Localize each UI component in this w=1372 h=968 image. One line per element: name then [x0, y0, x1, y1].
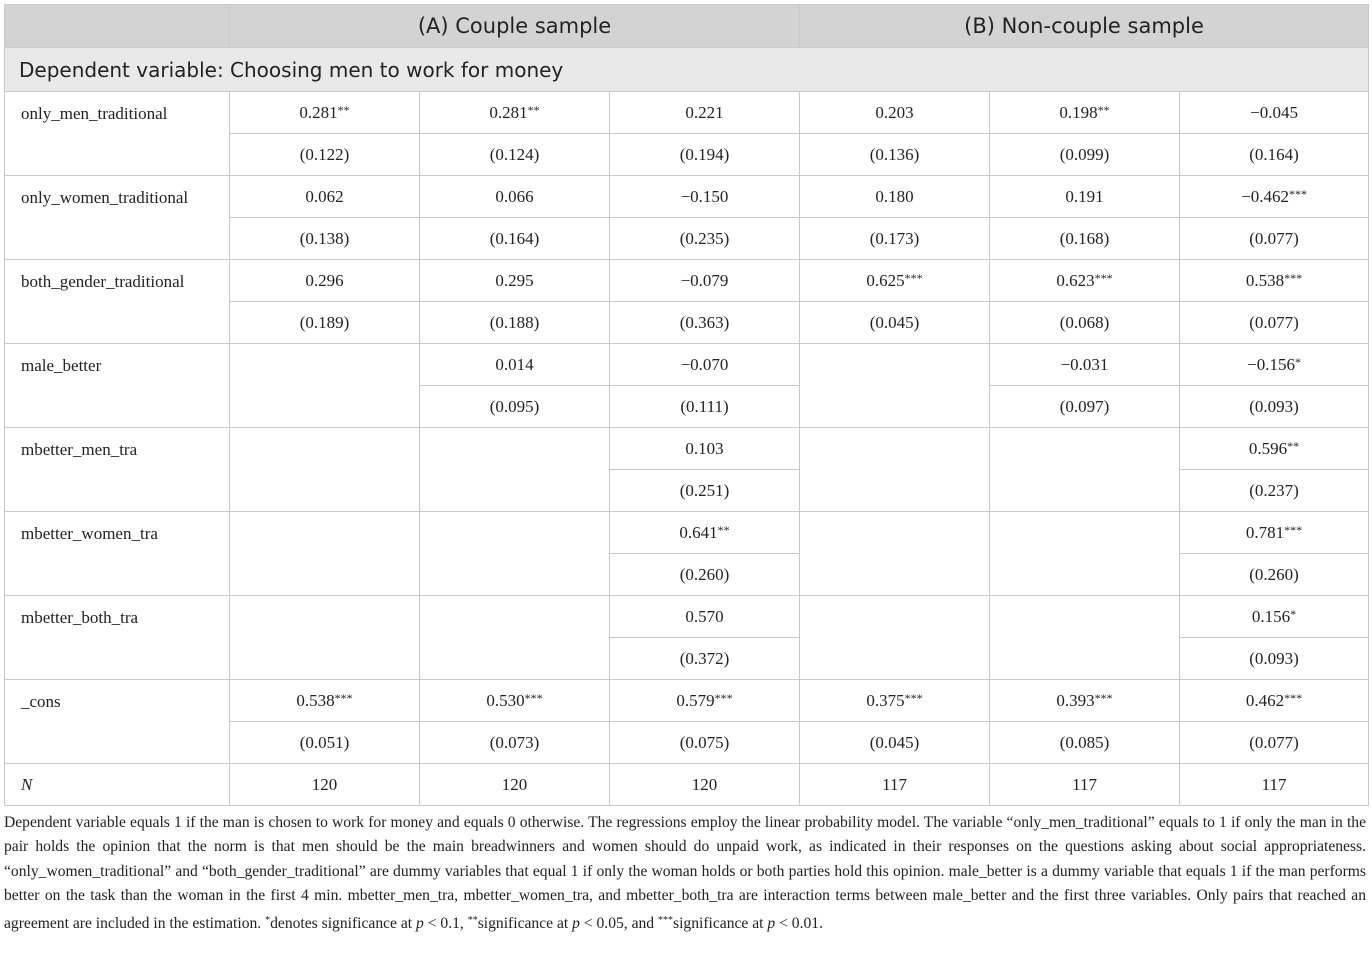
std-error-cell: (0.194) — [610, 134, 800, 176]
coef-cell — [610, 260, 800, 302]
coef-value: 0.180 — [875, 186, 914, 206]
coef-cell — [420, 428, 610, 512]
significance-stars: *** — [1284, 270, 1303, 285]
coef-cell — [990, 680, 1180, 722]
coef-value: 0.295 — [495, 270, 534, 290]
coef-cell — [610, 680, 800, 722]
std-error-cell: (0.235) — [610, 218, 800, 260]
std-error-cell: (0.093) — [1180, 386, 1369, 428]
header-couple-sample: (A) Couple sample — [230, 5, 800, 48]
coef-cell — [420, 260, 610, 302]
std-error-cell: (0.164) — [420, 218, 610, 260]
coef-cell — [230, 680, 420, 722]
dependent-variable-label: Dependent variable: Choosing men to work for money — [5, 48, 1369, 92]
std-error-cell: (0.111) — [610, 386, 800, 428]
coef-cell — [420, 512, 610, 596]
coef-row-only-men-traditional — [5, 92, 1369, 134]
observations-row — [5, 764, 1369, 806]
footnote-sig-text-3: significance at — [673, 914, 768, 932]
coef-value: 0.014 — [495, 354, 534, 374]
regression-table-container — [4, 4, 1368, 936]
std-error-cell: (0.093) — [1180, 638, 1369, 680]
coef-cell — [1180, 260, 1369, 302]
coef-value: 0.641 — [679, 522, 718, 542]
coef-value: 0.281 — [489, 102, 528, 122]
coef-row-only-women-traditional — [5, 176, 1369, 218]
std-error-cell: (0.097) — [990, 386, 1180, 428]
coef-cell — [420, 176, 610, 218]
std-error-cell: (0.077) — [1180, 218, 1369, 260]
std-error-cell: (0.122) — [230, 134, 420, 176]
footnote-sig-marker-3: *** — [658, 914, 673, 926]
coef-cell — [1180, 596, 1369, 638]
coef-cell — [800, 344, 990, 428]
coef-value: 0.781 — [1245, 522, 1285, 542]
coef-value: −0.031 — [1060, 354, 1109, 374]
coef-row-mbetter-men-tra — [5, 428, 1369, 470]
coef-cell — [990, 596, 1180, 680]
coef-cell — [990, 92, 1180, 134]
coef-value: 0.062 — [305, 186, 344, 206]
footnote-sig-text-1: denotes significance at — [270, 914, 417, 932]
coef-cell — [610, 428, 800, 470]
footnote-p-3: p — [767, 914, 776, 932]
coef-value: −0.079 — [680, 270, 729, 290]
significance-stars: *** — [1284, 522, 1303, 537]
coef-cell — [610, 92, 800, 134]
table-body — [5, 48, 1369, 806]
significance-stars: *** — [904, 690, 923, 705]
variable-label: _cons — [5, 680, 230, 764]
coef-cell — [800, 512, 990, 596]
significance-stars: * — [1290, 606, 1297, 621]
coef-value: 0.066 — [495, 186, 534, 206]
coef-cell — [990, 260, 1180, 302]
significance-stars: *** — [1284, 690, 1303, 705]
std-error-cell: (0.168) — [990, 218, 1180, 260]
coef-cell — [610, 512, 800, 554]
std-error-cell: (0.173) — [800, 218, 990, 260]
significance-stars: ** — [717, 522, 730, 537]
coef-cell — [230, 428, 420, 512]
coef-cell — [610, 176, 800, 218]
coef-cell — [230, 176, 420, 218]
footnote-sig-value-2: < 0.05, and — [579, 914, 658, 932]
std-error-cell: (0.260) — [1180, 554, 1369, 596]
significance-stars: *** — [714, 690, 733, 705]
coef-value: 0.530 — [486, 690, 525, 710]
coef-cell — [990, 428, 1180, 512]
coef-cell — [990, 176, 1180, 218]
coef-cell — [1180, 428, 1369, 470]
footnote-sig-text-2: significance at — [477, 914, 573, 932]
significance-stars: *** — [1094, 270, 1113, 285]
header-row — [5, 5, 1369, 48]
header-blank-cell — [5, 5, 230, 48]
coef-cell — [230, 92, 420, 134]
std-error-cell: (0.051) — [230, 722, 420, 764]
observations-value: 120 — [230, 764, 420, 806]
regression-table — [4, 4, 1369, 806]
std-error-cell: (0.045) — [800, 722, 990, 764]
table-footnote — [4, 811, 1368, 936]
significance-stars: *** — [524, 690, 543, 705]
coef-value: 0.538 — [296, 690, 335, 710]
footnote-sig-marker-2: ** — [467, 914, 478, 926]
coef-cell — [230, 260, 420, 302]
std-error-cell: (0.085) — [990, 722, 1180, 764]
coef-cell — [1180, 512, 1369, 554]
coef-cell — [1180, 176, 1369, 218]
std-error-cell: (0.372) — [610, 638, 800, 680]
coef-row-male-better — [5, 344, 1369, 386]
coef-cell — [230, 344, 420, 428]
coef-value: 0.579 — [676, 690, 715, 710]
variable-label: male_better — [5, 344, 230, 428]
footnote-text: Dependent variable equals 1 if the man is chosen to work for money and equals 0 otherwise. The regressions employ the linear probability model. The variable “only_men_traditional” equals to 1 if only the man in the pair holds the opinion that the norm is that men should be the main breadwinners and women should do unpaid work, as indicated in their responses on the questions asking about social appropriateness. “only_women_traditional” and “both_gender_traditional” are dummy variables that equal 1 if only the woman holds or both parties hold this opinion. male_better is a dummy variable that equals 1 if the man performs better on the task than the woman in the first 4 min. mbetter_men_tra, mbetter_women_tra, and mbetter_both_tra are interaction terms between male_better and the first three variables. Only pairs that reached an agreement are included in the estimation. — [4, 814, 1366, 932]
std-error-cell: (0.251) — [610, 470, 800, 512]
coef-value: 0.203 — [875, 102, 914, 122]
dependent-variable-row — [5, 48, 1369, 92]
significance-stars: * — [1294, 354, 1301, 369]
coef-cell — [420, 596, 610, 680]
std-error-cell: (0.136) — [800, 134, 990, 176]
coef-value: 0.281 — [299, 102, 338, 122]
coef-cell — [990, 344, 1180, 386]
variable-label: mbetter_men_tra — [5, 428, 230, 512]
significance-stars: ** — [337, 102, 350, 117]
significance-stars: ** — [527, 102, 540, 117]
coef-cell — [800, 428, 990, 512]
coef-value: 0.393 — [1056, 690, 1095, 710]
coef-value: 0.198 — [1059, 102, 1098, 122]
coef-value: 0.625 — [866, 270, 905, 290]
coef-value: 0.375 — [866, 690, 905, 710]
coef-cell — [990, 512, 1180, 596]
observations-value: 120 — [610, 764, 800, 806]
variable-label: only_men_traditional — [5, 92, 230, 176]
coef-value: 0.191 — [1065, 186, 1104, 206]
coef-cell — [230, 596, 420, 680]
footnote-sig-marker-1: * — [265, 914, 271, 926]
coef-cell — [230, 512, 420, 596]
coef-cell — [1180, 92, 1369, 134]
observations-value: 117 — [990, 764, 1180, 806]
significance-stars: ** — [1097, 102, 1110, 117]
std-error-cell: (0.077) — [1180, 302, 1369, 344]
coef-cell — [420, 92, 610, 134]
std-error-cell: (0.095) — [420, 386, 610, 428]
coef-cell — [1180, 680, 1369, 722]
observations-value: 120 — [420, 764, 610, 806]
coef-value: 0.462 — [1245, 690, 1285, 710]
observations-value: 117 — [1180, 764, 1369, 806]
coef-row-mbetter-both-tra — [5, 596, 1369, 638]
coef-value: 0.296 — [305, 270, 344, 290]
std-error-cell: (0.260) — [610, 554, 800, 596]
significance-stars: *** — [1288, 186, 1307, 201]
footnote-sig-value-3: < 0.01. — [775, 914, 823, 932]
coef-value: 0.221 — [685, 102, 724, 122]
std-error-cell: (0.164) — [1180, 134, 1369, 176]
std-error-cell: (0.045) — [800, 302, 990, 344]
std-error-cell: (0.075) — [610, 722, 800, 764]
coef-cell — [420, 344, 610, 386]
coef-value: −0.156 — [1247, 354, 1295, 374]
coef-cell — [610, 596, 800, 638]
std-error-cell: (0.073) — [420, 722, 610, 764]
observations-value: 117 — [800, 764, 990, 806]
coef-cell — [800, 92, 990, 134]
footnote-p-1: p — [416, 914, 424, 932]
header-noncouple-sample: (B) Non-couple sample — [800, 5, 1369, 48]
coef-row--cons — [5, 680, 1369, 722]
coef-value: −0.045 — [1250, 102, 1298, 122]
variable-label: only_women_traditional — [5, 176, 230, 260]
coef-value: 0.596 — [1248, 438, 1288, 458]
coef-cell — [1180, 344, 1369, 386]
coef-value: 0.538 — [1245, 270, 1285, 290]
std-error-cell: (0.189) — [230, 302, 420, 344]
observations-label: N — [5, 764, 230, 806]
coef-value: −0.070 — [680, 354, 729, 374]
coef-row-mbetter-women-tra — [5, 512, 1369, 554]
coef-cell — [800, 260, 990, 302]
std-error-cell: (0.068) — [990, 302, 1180, 344]
std-error-cell: (0.138) — [230, 218, 420, 260]
coef-value: 0.623 — [1056, 270, 1095, 290]
coef-value: 0.103 — [685, 438, 724, 458]
std-error-cell: (0.077) — [1180, 722, 1369, 764]
coef-cell — [800, 596, 990, 680]
coef-row-both-gender-traditional — [5, 260, 1369, 302]
coef-cell — [800, 176, 990, 218]
std-error-cell: (0.363) — [610, 302, 800, 344]
coef-cell — [800, 680, 990, 722]
coef-value: −0.150 — [680, 186, 729, 206]
significance-stars: *** — [334, 690, 353, 705]
coef-value: 0.156 — [1251, 606, 1291, 626]
coef-value: −0.462 — [1241, 186, 1289, 206]
footnote-sig-value-1: < 0.1, — [423, 914, 468, 932]
significance-stars: ** — [1287, 438, 1300, 453]
variable-label: mbetter_women_tra — [5, 512, 230, 596]
variable-label: mbetter_both_tra — [5, 596, 230, 680]
coef-cell — [610, 344, 800, 386]
std-error-cell: (0.188) — [420, 302, 610, 344]
std-error-cell: (0.237) — [1180, 470, 1369, 512]
std-error-cell: (0.124) — [420, 134, 610, 176]
std-error-cell: (0.099) — [990, 134, 1180, 176]
significance-stars: *** — [1094, 690, 1113, 705]
coef-cell — [420, 680, 610, 722]
significance-stars: *** — [904, 270, 923, 285]
variable-label: both_gender_traditional — [5, 260, 230, 344]
footnote-p-2: p — [572, 914, 580, 932]
coef-value: 0.570 — [685, 606, 724, 626]
